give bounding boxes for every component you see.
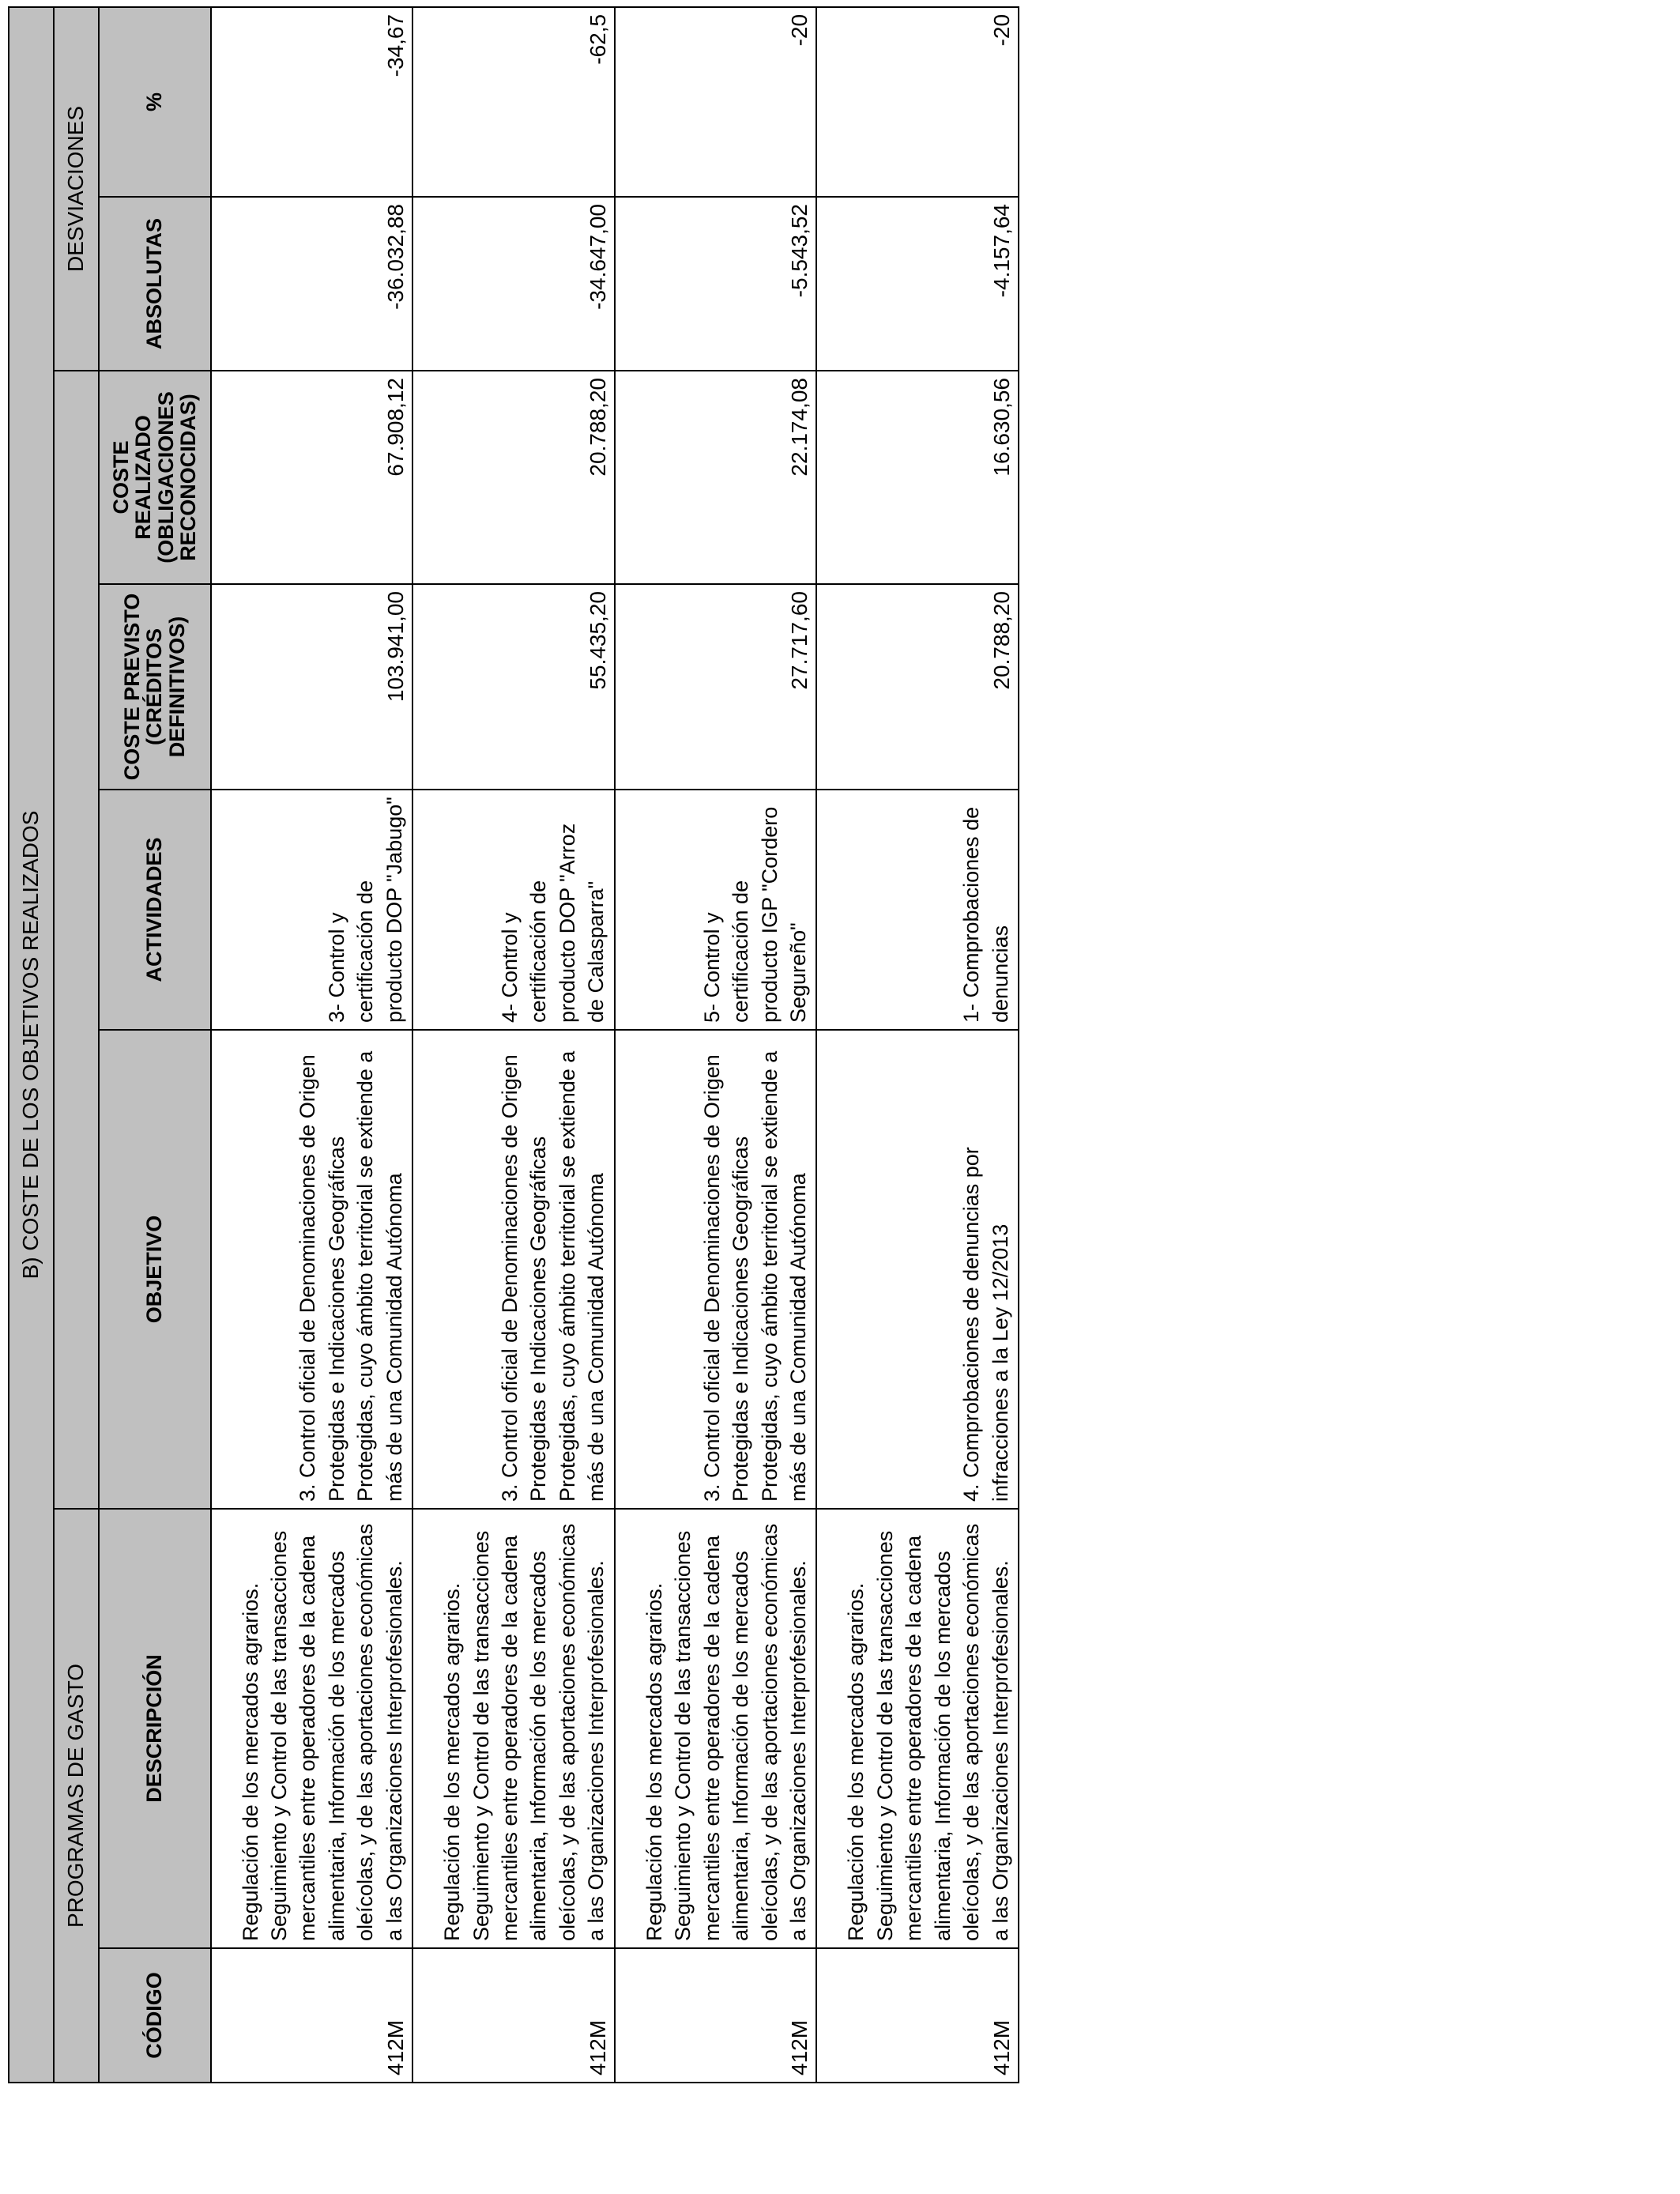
table-row bbox=[211, 7, 413, 2083]
cell-descripcion: Regulación de los mercados agrarios. Seguimiento y Control de las transacciones mercantiles entre operadores de la cadena alimentaria, Información de los mercados oleícolas, y de las aportaciones económicas a las Organizaciones Interprofesionales. bbox=[412, 1509, 615, 1948]
cell-absolutas: -34.647,00 bbox=[412, 197, 615, 371]
group-header-desviaciones: DESVIACIONES bbox=[54, 7, 99, 371]
col-header-coste-previsto: COSTE PREVISTO (CRÉDITOS DEFINITIVOS) bbox=[99, 584, 211, 790]
col-header-codigo: CÓDIGO bbox=[99, 1948, 211, 2083]
cell-coste-previsto: 27.717,60 bbox=[615, 584, 817, 790]
cell-codigo: 412M bbox=[816, 1948, 1019, 2083]
cell-coste-realizado: 22.174,08 bbox=[615, 371, 817, 584]
cell-coste-previsto: 55.435,20 bbox=[412, 584, 615, 790]
cell-actividades: 4- Control y certificación de producto DOP "Arroz de Calasparra" bbox=[412, 790, 615, 1030]
cell-codigo: 412M bbox=[615, 1948, 817, 2083]
cell-objetivo: 3. Control oficial de Denominaciones de Origen Protegidas e Indicaciones Geográficas Protegidas, cuyo ámbito territorial se extiende a más de una Comunidad Autónoma bbox=[412, 1030, 615, 1509]
table-row bbox=[816, 7, 1019, 2083]
cell-absolutas: -5.543,52 bbox=[615, 197, 817, 371]
cell-actividades: 1- Comprobaciones de denuncias bbox=[816, 790, 1019, 1030]
table-row bbox=[615, 7, 817, 2083]
cell-coste-previsto: 20.788,20 bbox=[816, 584, 1019, 790]
table-row bbox=[412, 7, 615, 2083]
cell-objetivo: 4. Comprobaciones de denuncias por infracciones a la Ley 12/2013 bbox=[816, 1030, 1019, 1509]
cell-actividades: 5- Control y certificación de producto IGP "Cordero Segureño" bbox=[615, 790, 817, 1030]
col-header-absolutas: ABSOLUTAS bbox=[99, 197, 211, 371]
group-header-empty bbox=[54, 371, 99, 1509]
cell-codigo: 412M bbox=[412, 1948, 615, 2083]
table-title: B) COSTE DE LOS OBJETIVOS REALIZADOS bbox=[9, 7, 54, 2083]
cell-descripcion: Regulación de los mercados agrarios. Seguimiento y Control de las transacciones mercantiles entre operadores de la cadena alimentaria, Información de los mercados oleícolas, y de las aportaciones económicas a las Organizaciones Interprofesionales. bbox=[816, 1509, 1019, 1948]
cell-descripcion: Regulación de los mercados agrarios. Seguimiento y Control de las transacciones mercantiles entre operadores de la cadena alimentaria, Información de los mercados oleícolas, y de las aportaciones económicas a las Organizaciones Interprofesionales. bbox=[211, 1509, 413, 1948]
cell-actividades: 3- Control y certificación de producto DOP "Jabugo" bbox=[211, 790, 413, 1030]
col-header-descripcion: DESCRIPCIÓN bbox=[99, 1509, 211, 1948]
cell-absolutas: -4.157,64 bbox=[816, 197, 1019, 371]
col-header-coste-realizado: COSTE REALIZADO (OBLIGACIONES RECONOCIDAS) bbox=[99, 371, 211, 584]
cell-codigo: 412M bbox=[211, 1948, 413, 2083]
col-header-actividades: ACTIVIDADES bbox=[99, 790, 211, 1030]
cell-descripcion: Regulación de los mercados agrarios. Seguimiento y Control de las transacciones mercantiles entre operadores de la cadena alimentaria, Información de los mercados oleícolas, y de las aportaciones económicas a las Organizaciones Interprofesionales. bbox=[615, 1509, 817, 1948]
cell-porcentaje: -62,5 bbox=[412, 7, 615, 197]
group-header-programas: PROGRAMAS DE GASTO bbox=[54, 1509, 99, 2083]
cell-porcentaje: -20 bbox=[615, 7, 817, 197]
cell-coste-realizado: 67.908,12 bbox=[211, 371, 413, 584]
cost-table bbox=[8, 6, 1019, 2083]
cell-porcentaje: -20 bbox=[816, 7, 1019, 197]
cell-objetivo: 3. Control oficial de Denominaciones de Origen Protegidas e Indicaciones Geográficas Protegidas, cuyo ámbito territorial se extiende a más de una Comunidad Autónoma bbox=[211, 1030, 413, 1509]
cell-objetivo: 3. Control oficial de Denominaciones de Origen Protegidas e Indicaciones Geográficas Protegidas, cuyo ámbito territorial se extiende a más de una Comunidad Autónoma bbox=[615, 1030, 817, 1509]
col-header-objetivo: OBJETIVO bbox=[99, 1030, 211, 1509]
cell-coste-realizado: 20.788,20 bbox=[412, 371, 615, 584]
cell-coste-previsto: 103.941,00 bbox=[211, 584, 413, 790]
cell-porcentaje: -34,67 bbox=[211, 7, 413, 197]
cell-coste-realizado: 16.630,56 bbox=[816, 371, 1019, 584]
col-header-porcentaje: % bbox=[99, 7, 211, 197]
rotated-page bbox=[8, 8, 1019, 2083]
cell-absolutas: -36.032,88 bbox=[211, 197, 413, 371]
